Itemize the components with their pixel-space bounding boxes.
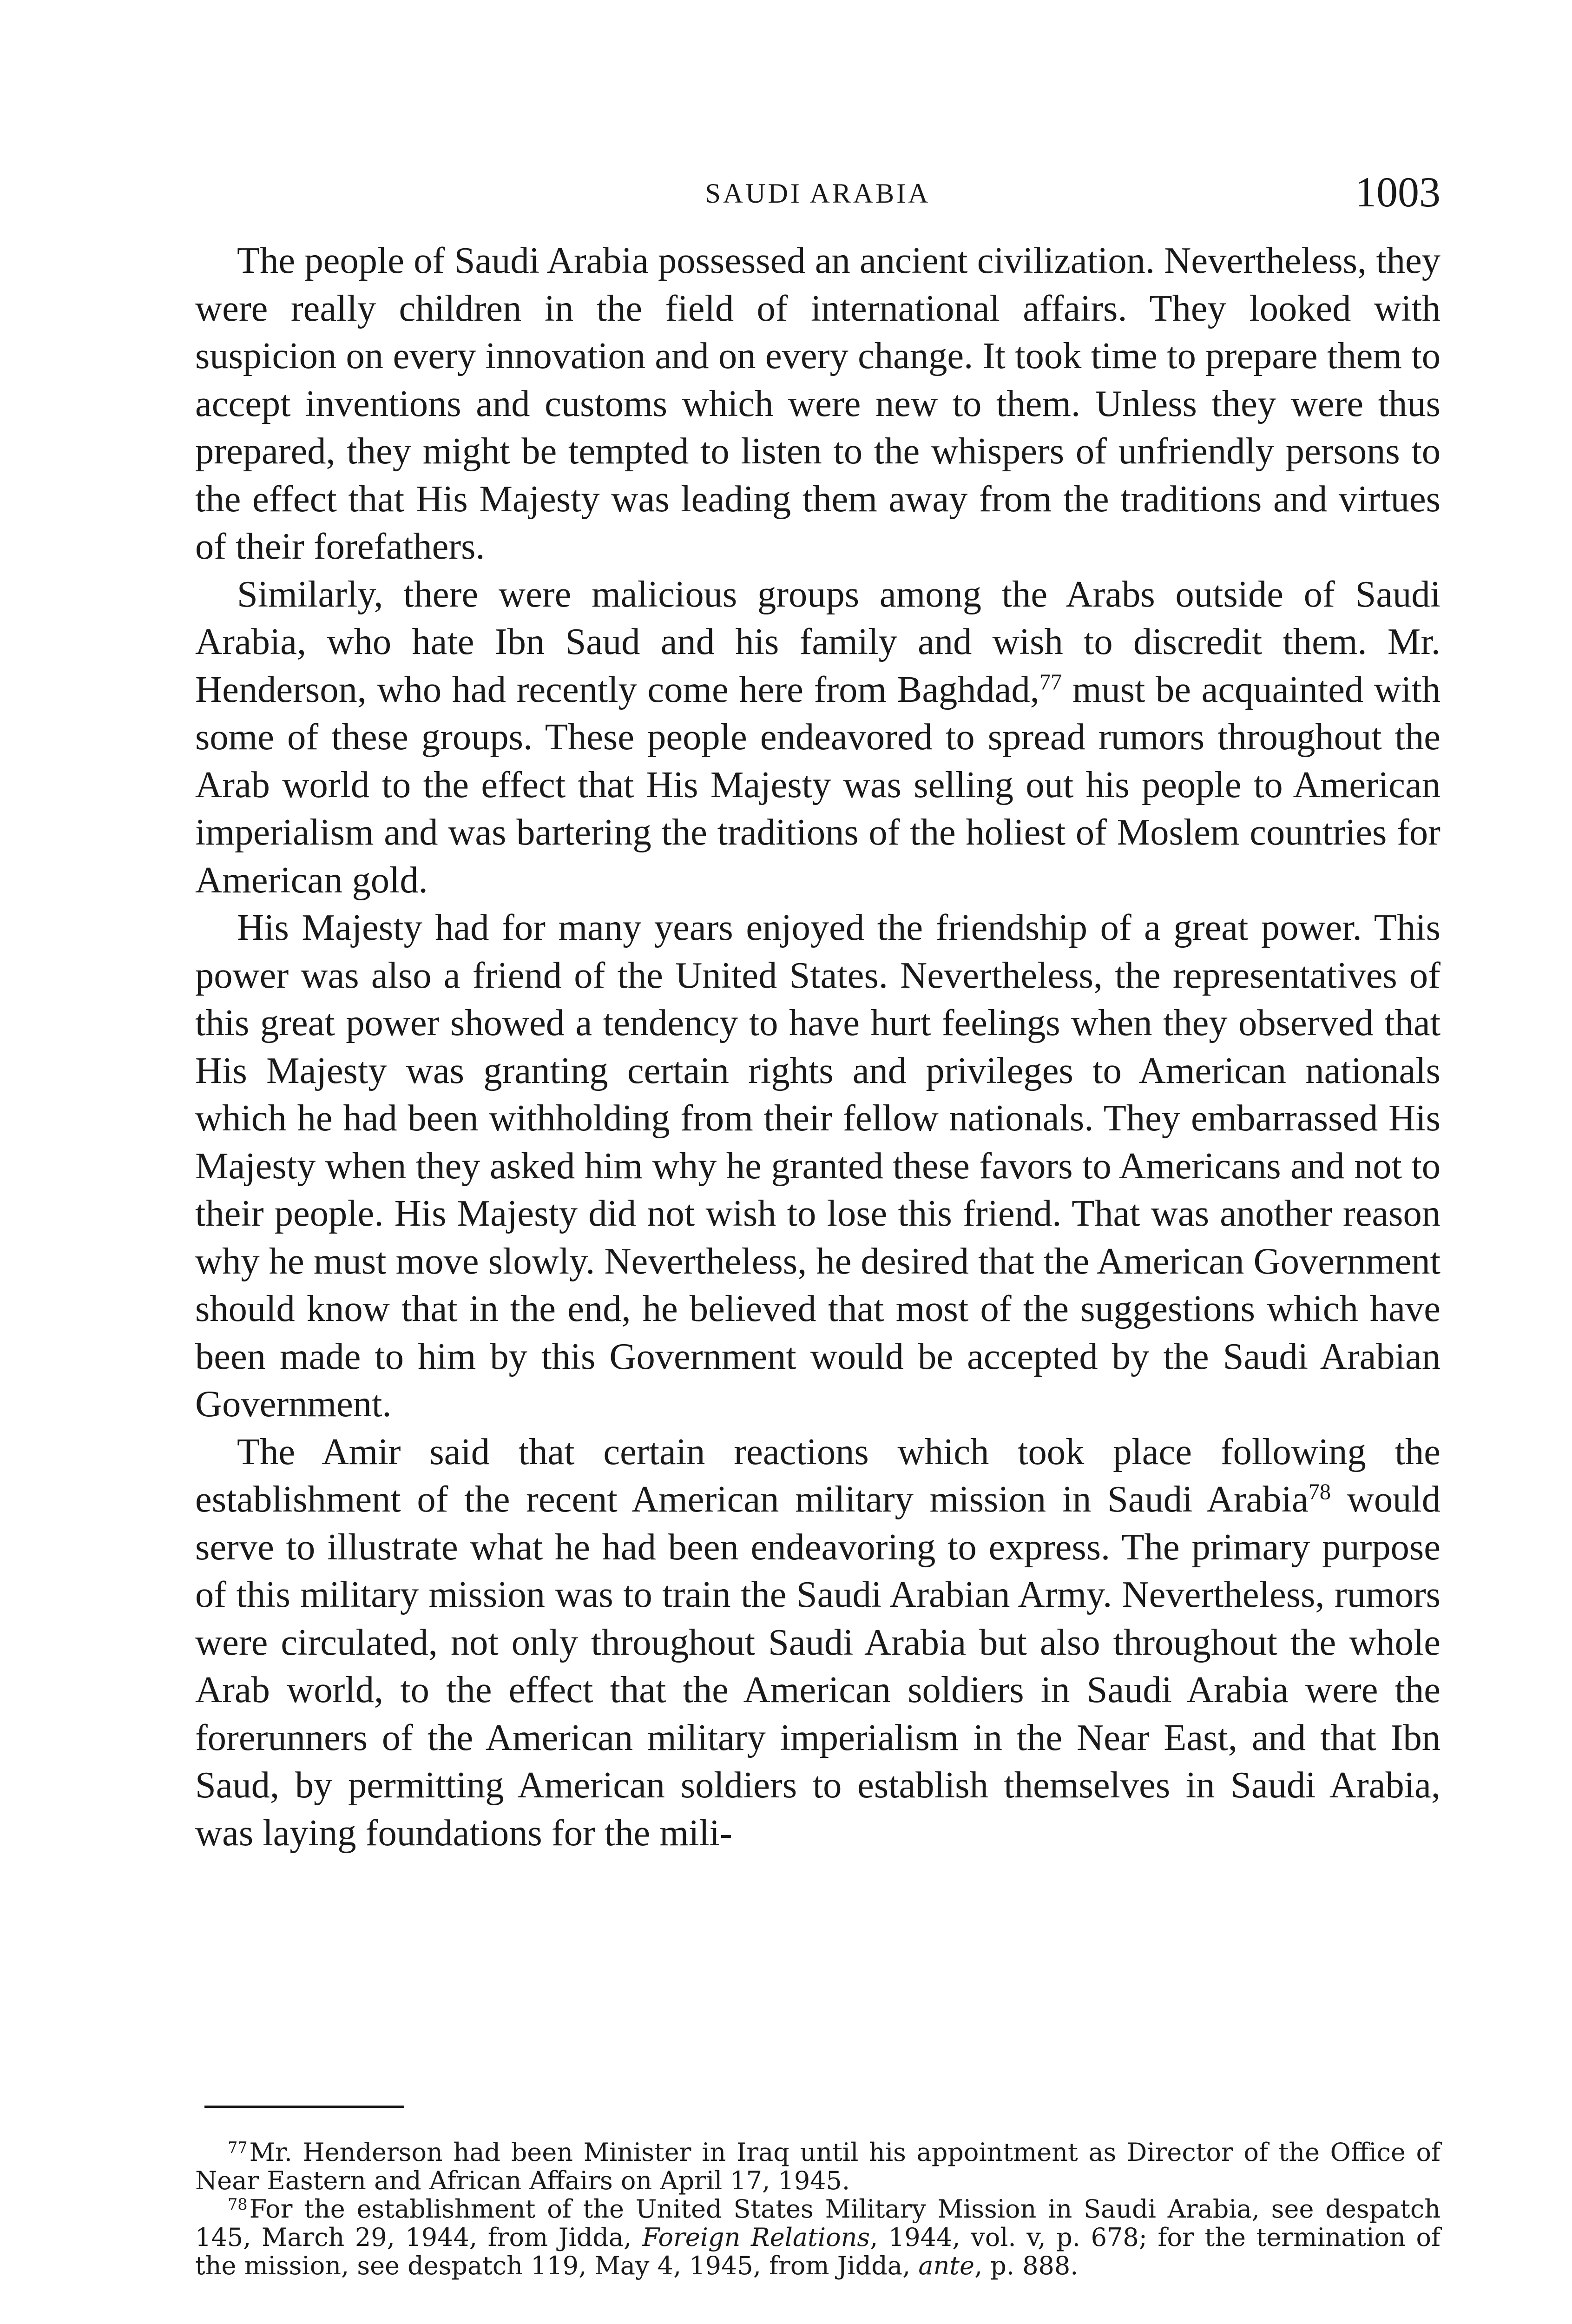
footnote-77 — [195, 2138, 1440, 2195]
paragraph-3 — [195, 904, 1440, 1428]
footnote-78-text-b: , 1944, vol. v, p. 678; for the termination of the mission, see despatch 119, May 4, 1945, from Jidda, — [195, 2223, 1440, 2280]
paragraph-2-text-start: Similarly, there were malicious groups among the Arabs outside of Saudi Arabia, who hate Ibn Saud and his family and wish to discredit them. Mr. Henderson, who had recently come here from Baghdad, — [195, 573, 1440, 710]
paragraph-4-text-end: would serve to illustrate what he had been endeavoring to express. The primary purpose of this military mission was to train the Saudi Arabian Army. Nevertheless, rumors were circulated, not only throughout Saudi Arabia but also throughout the whole Arab world, to the effect that the American soldiers in Saudi Arabia were the forerunners of the American military imperialism in the Near East, and that Ibn Saud, by permitting American soldiers to establish themselves in Saudi Arabia, was laying foundations for the mili- — [195, 1479, 1441, 1854]
footnote-ref-77: 77 — [1039, 669, 1062, 694]
paragraph-2 — [195, 571, 1440, 905]
paragraph-1 — [195, 237, 1440, 571]
paragraph-4-text-start: The Amir said that certain reactions which took place following the establishment of the recent American military mission in Saudi Arabia — [195, 1431, 1440, 1520]
footnote-78-text-a: For the establishment of the United States Military Mission in Saudi Arabia, see despatch 145, March 29, 1944, from Jidda, — [195, 2194, 1440, 2252]
running-title: SAUDI ARABIA — [705, 178, 931, 209]
footnote-77-text: Mr. Henderson had been Minister in Iraq until his appointment as Director of the Office of Near Eastern and African Affairs on April 17, 1945. — [195, 2138, 1440, 2195]
footnote-77-number: 77 — [228, 2139, 248, 2157]
paragraph-2-text-end: must be acquainted with some of these groups. These people endeavored to spread rumors throughout the Arab world to the effect that His Majesty was selling out his people to American imperialism and was bartering the traditions of the holiest of Moslem countries for American gold. — [195, 668, 1440, 901]
paragraph-3-text: His Majesty had for many years enjoyed the friendship of a great power. This power was also a friend of the United States. Nevertheless, the representatives of this great power showed a tendency to have hurt feelings when they observed that His Majesty was granting certain rights and privileges to American nationals which he had been withholding from their fellow nationals. They embarrassed His Majesty when they asked him why he granted these favors to Americans and not to their people. His Majesty did not wish to lose this friend. That was another reason why he must move slowly. Nevertheless, he desired that the American Government should know that in the end, he believed that most of the suggestions which have been made to him by this Government would be accepted by the Saudi Arabian Government. — [195, 907, 1440, 1425]
footnote-78-citation-title: Foreign Relations — [642, 2223, 870, 2252]
body-text — [195, 237, 1440, 1857]
footnote-divider — [204, 2106, 404, 2108]
page-number: 1003 — [1355, 168, 1440, 216]
running-head — [195, 167, 1440, 218]
footnote-78-ante: ante — [918, 2251, 974, 2280]
footnote-78-text-c: , p. 888. — [974, 2251, 1079, 2280]
footnotes — [195, 2138, 1440, 2280]
paragraph-1-text: The people of Saudi Arabia possessed an ancient civilization. Nevertheless, they were really children in the field of international affairs. They looked with suspicion on every innovation and on every change. It took time to prepare them to accept inventions and customs which were new to them. Unless they were thus prepared, they might be tempted to listen to the whispers of unfriendly persons to the effect that His Majesty was leading them away from the traditions and virtues of their forefathers. — [195, 240, 1440, 567]
footnote-78-number: 78 — [228, 2195, 248, 2214]
paragraph-4 — [195, 1428, 1440, 1857]
footnote-78 — [195, 2195, 1440, 2280]
footnote-ref-78: 78 — [1308, 1479, 1331, 1505]
